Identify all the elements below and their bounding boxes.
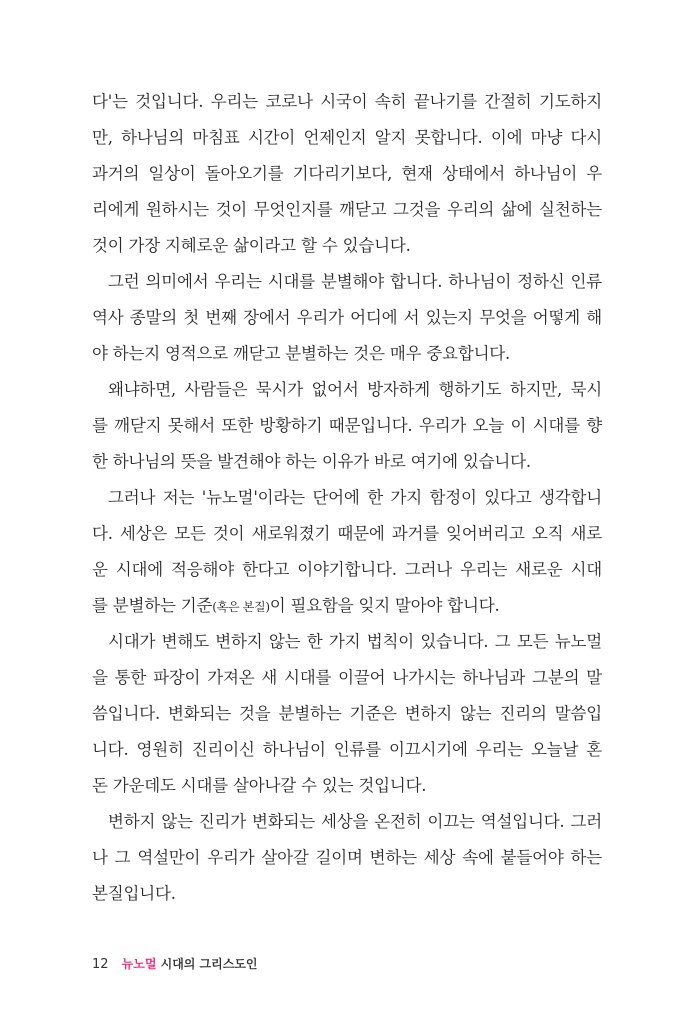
text-line: 운 시대에 적응해야 한다고 이야기합니다. 그러나 우리는 새로운 시대: [92, 560, 602, 579]
text-line: 시대가 변해도 변하지 않는 한 가지 법칙이 있습니다. 그 모든 뉴노멀: [108, 632, 602, 651]
book-title: 시대의 그리스도인: [156, 957, 258, 971]
text-line: [92, 588, 602, 624]
parenthetical-note: (혹은 본질): [212, 600, 270, 614]
text-line: 그러나 저는 '뉴노멀'이라는 단어에 한 가지 함정이 있다고 생각합니: [108, 488, 602, 507]
text-segment: 이 필요함을 잊지 말아야 합니다.: [269, 596, 500, 615]
text-line: 한 하나님의 뜻을 발견해야 하는 이유가 바로 여기에 있습니다.: [92, 452, 531, 471]
text-line: 나 그 역설만이 우리가 살아갈 길이며 변하는 세상 속에 붙들어야 하는: [92, 848, 602, 867]
text-line: 본질입니다.: [92, 884, 176, 903]
text-line: 리에게 원하시는 것이 무엇인지를 깨닫고 그것을 우리의 삶에 실천하는: [92, 200, 602, 219]
page-number: 12: [92, 957, 109, 972]
text-line: 그런 의미에서 우리는 시대를 분별해야 합니다. 하나님이 정하신 인류: [108, 272, 602, 291]
text-line: 과거의 일상이 돌아오기를 기다리기보다, 현재 상태에서 하나님이 우: [92, 164, 602, 183]
text-line: 니다. 영원히 진리이신 하나님이 인류를 이끄시기에 우리는 오늘날 혼: [92, 740, 602, 759]
text-line: 다. 세상은 모든 것이 새로워졌기 때문에 과거를 잊어버리고 오직 새로: [92, 524, 602, 543]
page-footer: [92, 953, 258, 973]
text-line: 다'는 것입니다. 우리는 코로나 시국이 속히 끝나기를 간절히 기도하지: [92, 92, 602, 111]
text-line: 을 통한 파장이 가져온 새 시대를 이끌어 나가시는 하나님과 그분의 말: [92, 668, 602, 687]
book-title-accent: 뉴노멀: [121, 957, 157, 971]
text-line: 것이 가장 지혜로운 삶이라고 할 수 있습니다.: [92, 236, 411, 255]
body-text: [92, 84, 602, 912]
text-line: 만, 하나님의 마침표 시간이 언제인지 알지 못합니다. 이에 마냥 다시: [92, 128, 602, 147]
text-line: 씀입니다. 변화되는 것을 분별하는 기준은 변하지 않는 진리의 말씀입: [92, 704, 602, 723]
text-line: 돈 가운데도 시대를 살아나갈 수 있는 것입니다.: [92, 776, 427, 795]
text-line: 왜냐하면, 사람들은 묵시가 없어서 방자하게 행하기도 하지만, 묵시: [108, 380, 602, 399]
text-segment: 를 분별하는 기준: [92, 596, 213, 615]
text-line: 야 하는지 영적으로 깨닫고 분별하는 것은 매우 중요합니다.: [92, 344, 511, 363]
text-line: 역사 종말의 첫 번째 장에서 우리가 어디에 서 있는지 무엇을 어떻게 해: [92, 308, 602, 327]
text-line: 를 깨닫지 못해서 또한 방황하기 때문입니다. 우리가 오늘 이 시대를 향: [92, 416, 602, 435]
text-line: 변하지 않는 진리가 변화되는 세상을 온전히 이끄는 역설입니다. 그러: [108, 812, 602, 831]
